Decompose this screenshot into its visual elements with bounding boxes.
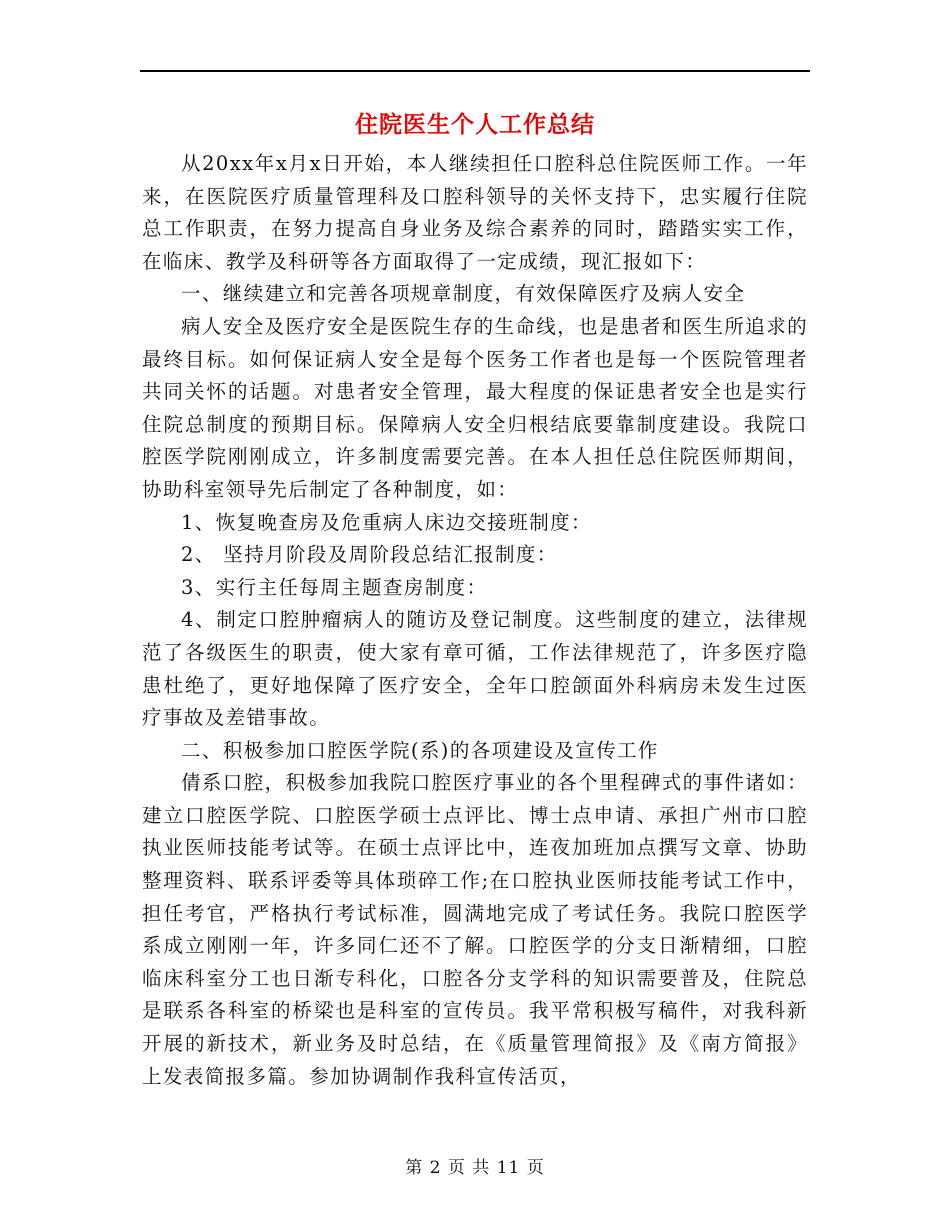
paragraph-safety: 病人安全及医疗安全是医院生存的生命线，也是患者和医生所追求的最终目标。如何保证病人安全是每个医务工作者也是每一个医院管理者共同关怀的话题。对患者安全管理，最大程度的保证患者安全也是实行住院总制度的预期目标。保障病人安全归根结底要靠制度建设。我院口腔医学院刚刚成立，许多制度需要完善。在本人担任总住院医师期间，协助科室领导先后制定了各种制度，如： [142, 314, 809, 501]
page-number: 第 2 页 共 11 页 [405, 1158, 545, 1178]
paragraph-intro: 从20xx年x月x日开始，本人继续担任口腔科总住院医师工作。一年来，在医院医疗质量管理科及口腔科领导的关怀支持下，忠实履行住院总工作职责，在努力提高自身业务及综合素养的同时，踏踏实实工作，在临床、教学及科研等各方面取得了一定成绩，现汇报如下： [142, 152, 808, 273]
header-rule [140, 70, 810, 72]
heading-section-1: 一、继续建立和完善各项规章制度，有效保障医疗及病人安全 [181, 282, 746, 306]
list-item-2: 2、 坚持月阶段及周阶段总结汇报制度： [181, 543, 558, 567]
list-item-3: 3、实行主任每周主题查房制度： [181, 575, 488, 599]
document-body [142, 148, 808, 1093]
heading-section-2: 二、积极参加口腔医学院(系)的各项建设及宣传工作 [181, 738, 659, 762]
document-title: 住院医生个人工作总结 [355, 112, 595, 138]
list-item-1: 1、恢复晚查房及危重病人床边交接班制度： [181, 510, 592, 534]
paragraph-construction: 倩系口腔，积极参加我院口腔医疗事业的各个里程碑式的事件诸如：建立口腔医学院、口腔医学硕士点评比、博士点申请、承担广州市口腔执业医师技能考试等。在硕士点评比中，连夜加班加点撰写文章、协助整理资料、联系评委等具体琐碎工作;在口腔执业医师技能考试工作中，担任考官，严格执行考试标准，圆满地完成了考试任务。我院口腔医学系成立刚刚一年，许多同仁还不了解。口腔医学的分支日渐精细，口腔临床科室分工也日渐专科化，口腔各分支学科的知识需要普及，住院总是联系各科室的桥梁也是科室的宣传员。我平常积极写稿件，对我科新开展的新技术，新业务及时总结，在《质量管理简报》及《南方简报》上发表简报多篇。参加协调制作我科宣传活页， [142, 771, 809, 1088]
list-item-4: 4、制定口腔肿瘤病人的随访及登记制度。这些制度的建立，法律规范了各级医生的职责，使大家有章可循，工作法律规范了，许多医疗隐患杜绝了，更好地保障了医疗安全，全年口腔颌面外科病房未发生过医疗事故及差错事故。 [142, 608, 808, 730]
